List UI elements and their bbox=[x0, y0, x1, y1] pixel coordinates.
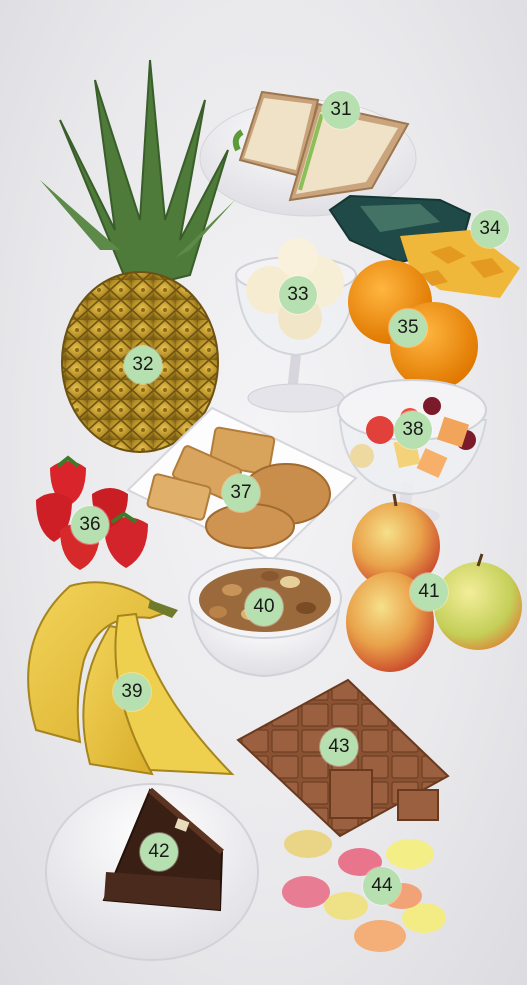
item-41-label: 41 bbox=[410, 573, 448, 611]
item-33-label: 33 bbox=[279, 276, 317, 314]
item-35-label: 35 bbox=[389, 309, 427, 347]
item-37-label: 37 bbox=[222, 474, 260, 512]
cake-plate bbox=[46, 784, 258, 960]
item-34-label: 34 bbox=[471, 210, 509, 248]
item-36-label: 36 bbox=[71, 506, 109, 544]
item-44-label: 44 bbox=[363, 867, 401, 905]
item-39-label: 39 bbox=[113, 673, 151, 711]
fruit-salad-bowl bbox=[338, 380, 486, 525]
pineapple bbox=[40, 60, 235, 452]
item-40-label: 40 bbox=[245, 588, 283, 626]
item-31-label: 31 bbox=[322, 91, 360, 129]
ice-cream-dish bbox=[236, 238, 356, 412]
item-38-label: 38 bbox=[394, 411, 432, 449]
item-32-label: 32 bbox=[124, 346, 162, 384]
item-42-label: 42 bbox=[140, 833, 178, 871]
item-43-label: 43 bbox=[320, 728, 358, 766]
